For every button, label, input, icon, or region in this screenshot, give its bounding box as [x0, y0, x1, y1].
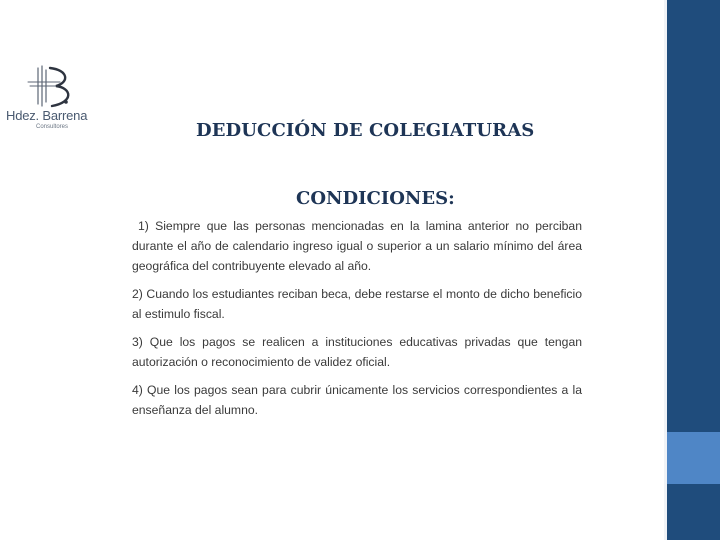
condition-item: 4) Que los pagos sean para cubrir únicamente los servicios correspondientes a la enseñanza del alumno.: [132, 383, 582, 417]
side-bar-dark-top: [667, 0, 720, 432]
condition-item: 1) Siempre que las personas mencionadas en la lamina anterior no perciban durante el año de calendario ingreso igual o superior a un salario mínimo del área geográfica del contribuyente elevado al año.: [132, 219, 582, 273]
side-bar-light-accent: [667, 432, 720, 484]
condition-item: 2) Cuando los estudiantes reciban beca, debe restarse el monto de dicho beneficio al estimulo fiscal.: [132, 287, 582, 321]
logo-tagline: Consultores: [36, 124, 69, 130]
condition-item: 3) Que los pagos se realicen a instituciones educativas privadas que tengan autorización o reconocimiento de validez oficial.: [132, 335, 582, 369]
slide-title: DEDUCCIÓN DE COLEGIATURAS: [196, 120, 535, 141]
conditions-list: [132, 216, 582, 428]
company-logo: [6, 64, 98, 136]
logo-wordmark: Hdez. Barrena: [6, 108, 88, 123]
logo-mark-icon: [20, 64, 80, 110]
side-bar-dark-bottom: [667, 484, 720, 540]
section-heading: CONDICIONES:: [296, 188, 455, 209]
